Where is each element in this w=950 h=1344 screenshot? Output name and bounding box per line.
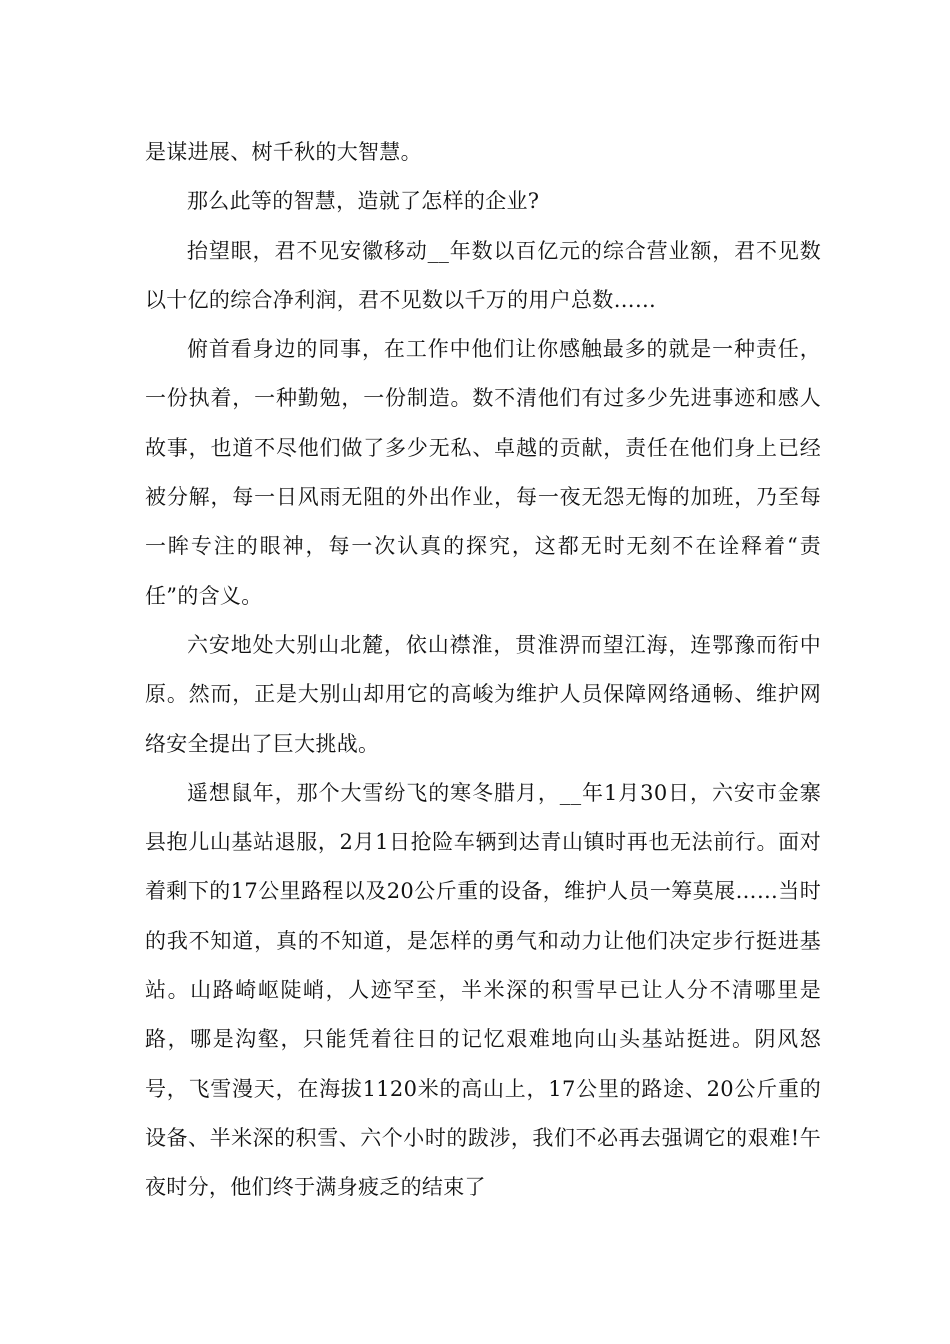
paragraph-achievements: 抬望眼，君不见安徽移动__年数以百亿元的综合营业额，君不见数以十亿的综合净利润，君不见数以千万的用户总数…… (145, 238, 821, 312)
paragraph-continuation: 是谋进展、树千秋的大智慧。 (145, 140, 422, 164)
document-body (145, 128, 821, 1213)
paragraph-snowstorm-story: 遥想鼠年，那个大雪纷飞的寒冬腊月，__年1月30日，六安市金寨县抱儿山基站退服，2月1日抢险车辆到达青山镇时再也无法前行。面对着剩下的17公里路程以及20公斤重的设备，维护人员一筹莫展……当时的我不知道，真的不知道，是怎样的勇气和动力让他们决定步行挺进基站。山路崎岖陡峭，人迹罕至，半米深的积雪早已让人分不清哪里是路，哪是沟壑，只能凭着往日的记忆艰难地向山头基站挺进。阴风怒号，飞雪漫天，在海拔1120米的高山上，17公里的路途、20公斤重的设备、半米深的积雪、六个小时的跋涉，我们不必再去强调它的艰难!午夜时分，他们终于满身疲乏的结束了 (145, 780, 821, 1200)
paragraph-question: 那么此等的智慧，造就了怎样的企业? (187, 189, 540, 214)
paragraph-colleagues: 俯首看身边的同事，在工作中他们让你感触最多的就是一种责任，一份执着，一种勤勉，一份制造。数不清他们有过多少先进事迹和感人故事，也道不尽他们做了多少无私、卓越的贡献，责任在他们身上已经被分解，每一日风雨无阻的外出作业，每一夜无怨无悔的加班，乃至每一眸专注的眼神，每一次认真的探究，这都无时无刻不在诠释着“责任”的含义。 (145, 337, 821, 608)
paragraph-luan-geography: 六安地处大别山北麓，依山襟淮，贯淮淠而望江海，连鄂豫而衔中原。然而，正是大别山却用它的高峻为维护人员保障网络通畅、维护网络安全提出了巨大挑战。 (145, 632, 821, 756)
